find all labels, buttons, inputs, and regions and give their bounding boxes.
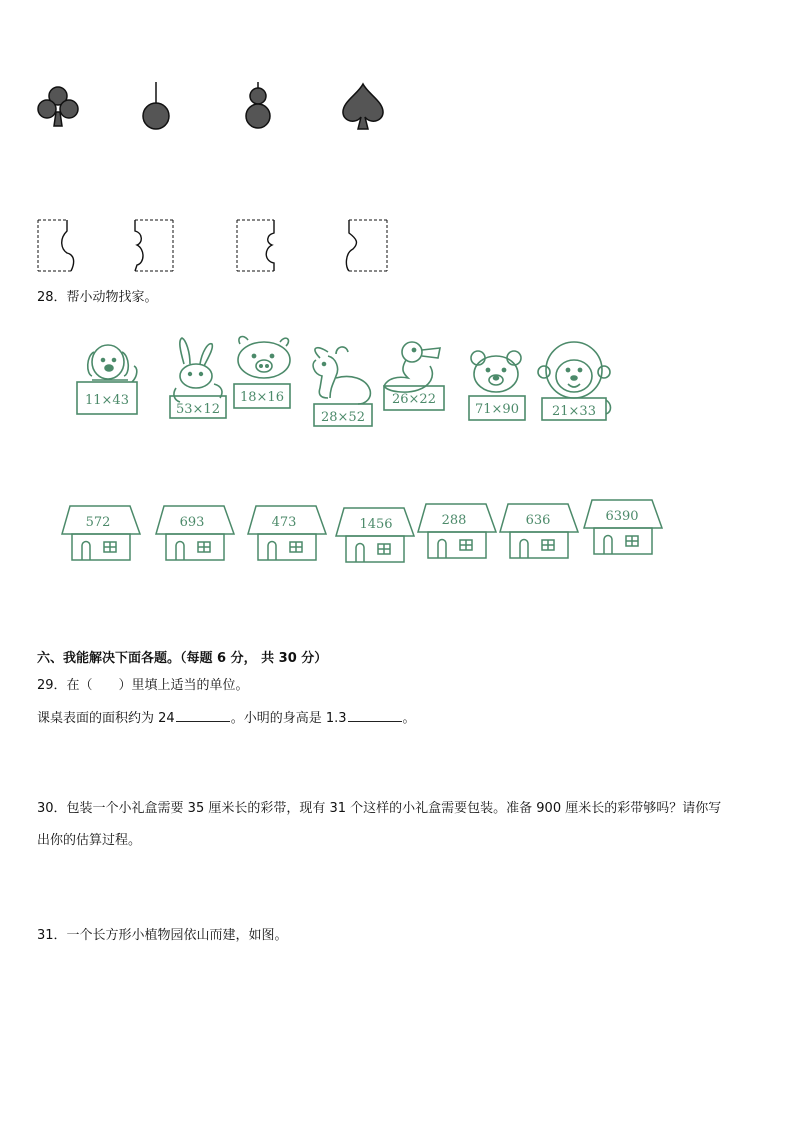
animal-label-7: 21×33 <box>552 404 596 419</box>
question-29-part1: 课桌表面的面积约为 24 <box>37 711 175 726</box>
house-label-6: 636 <box>525 513 551 528</box>
animal-label-4: 28×52 <box>321 410 365 425</box>
question-30-line2: 出你的估算过程。 <box>37 833 142 848</box>
animal-label-3: 18×16 <box>240 390 284 405</box>
animal-label-2: 53×12 <box>176 402 220 417</box>
question-31-text: 31．一个长方形小植物园依山而建，如图。 <box>37 928 288 943</box>
question-29-part3: 。 <box>402 711 416 726</box>
pig-icon <box>230 334 296 412</box>
question-29-intro: 29．在（ ）里填上适当的单位。 <box>37 678 249 693</box>
puzzle-piece-3-icon <box>236 219 280 273</box>
gourd-icon <box>244 82 272 132</box>
question-28-text: 28．帮小动物找家。 <box>37 290 158 305</box>
club-icon <box>37 84 79 130</box>
house-7-icon <box>582 498 664 556</box>
house-1-icon <box>60 504 142 562</box>
bear-icon <box>466 348 528 424</box>
duck-icon <box>378 336 450 414</box>
animal-label-5: 26×22 <box>392 392 436 407</box>
house-label-3: 473 <box>271 515 297 530</box>
puzzle-piece-1-icon <box>37 219 77 273</box>
monkey-icon <box>536 340 612 424</box>
house-6-icon <box>498 502 580 560</box>
puzzle-piece-2-icon <box>131 219 175 273</box>
dog-icon <box>72 340 142 418</box>
house-4-icon <box>334 506 416 564</box>
animal-label-6: 71×90 <box>475 402 519 417</box>
goat-icon <box>306 344 378 430</box>
puzzle-piece-4-icon <box>343 219 389 273</box>
house-label-4: 1456 <box>359 517 393 532</box>
house-label-5: 288 <box>441 513 467 528</box>
house-label-2: 693 <box>179 515 205 530</box>
answer-blank-area[interactable] <box>176 708 230 722</box>
house-3-icon <box>246 504 328 562</box>
spade-icon <box>340 82 386 132</box>
animal-label-1: 11×43 <box>85 393 129 408</box>
question-29-body <box>37 708 416 728</box>
house-label-1: 572 <box>85 515 111 530</box>
house-label-7: 6390 <box>605 509 639 524</box>
house-5-icon <box>416 502 498 560</box>
house-2-icon <box>154 504 236 562</box>
question-29-part2: 。小明的身高是 1.3 <box>230 711 347 726</box>
lollipop-icon <box>141 80 171 132</box>
section-6-title: 六、我能解决下面各题。（每题 6 分， 共 30 分） <box>37 651 328 666</box>
question-30-line1: 30．包装一个小礼盒需要 35 厘米长的彩带，现有 31 个这样的小礼盒需要包装。准备 900 厘米长的彩带够吗？请你写 <box>37 801 722 816</box>
rabbit-icon <box>162 334 232 422</box>
answer-blank-height[interactable] <box>348 708 402 722</box>
